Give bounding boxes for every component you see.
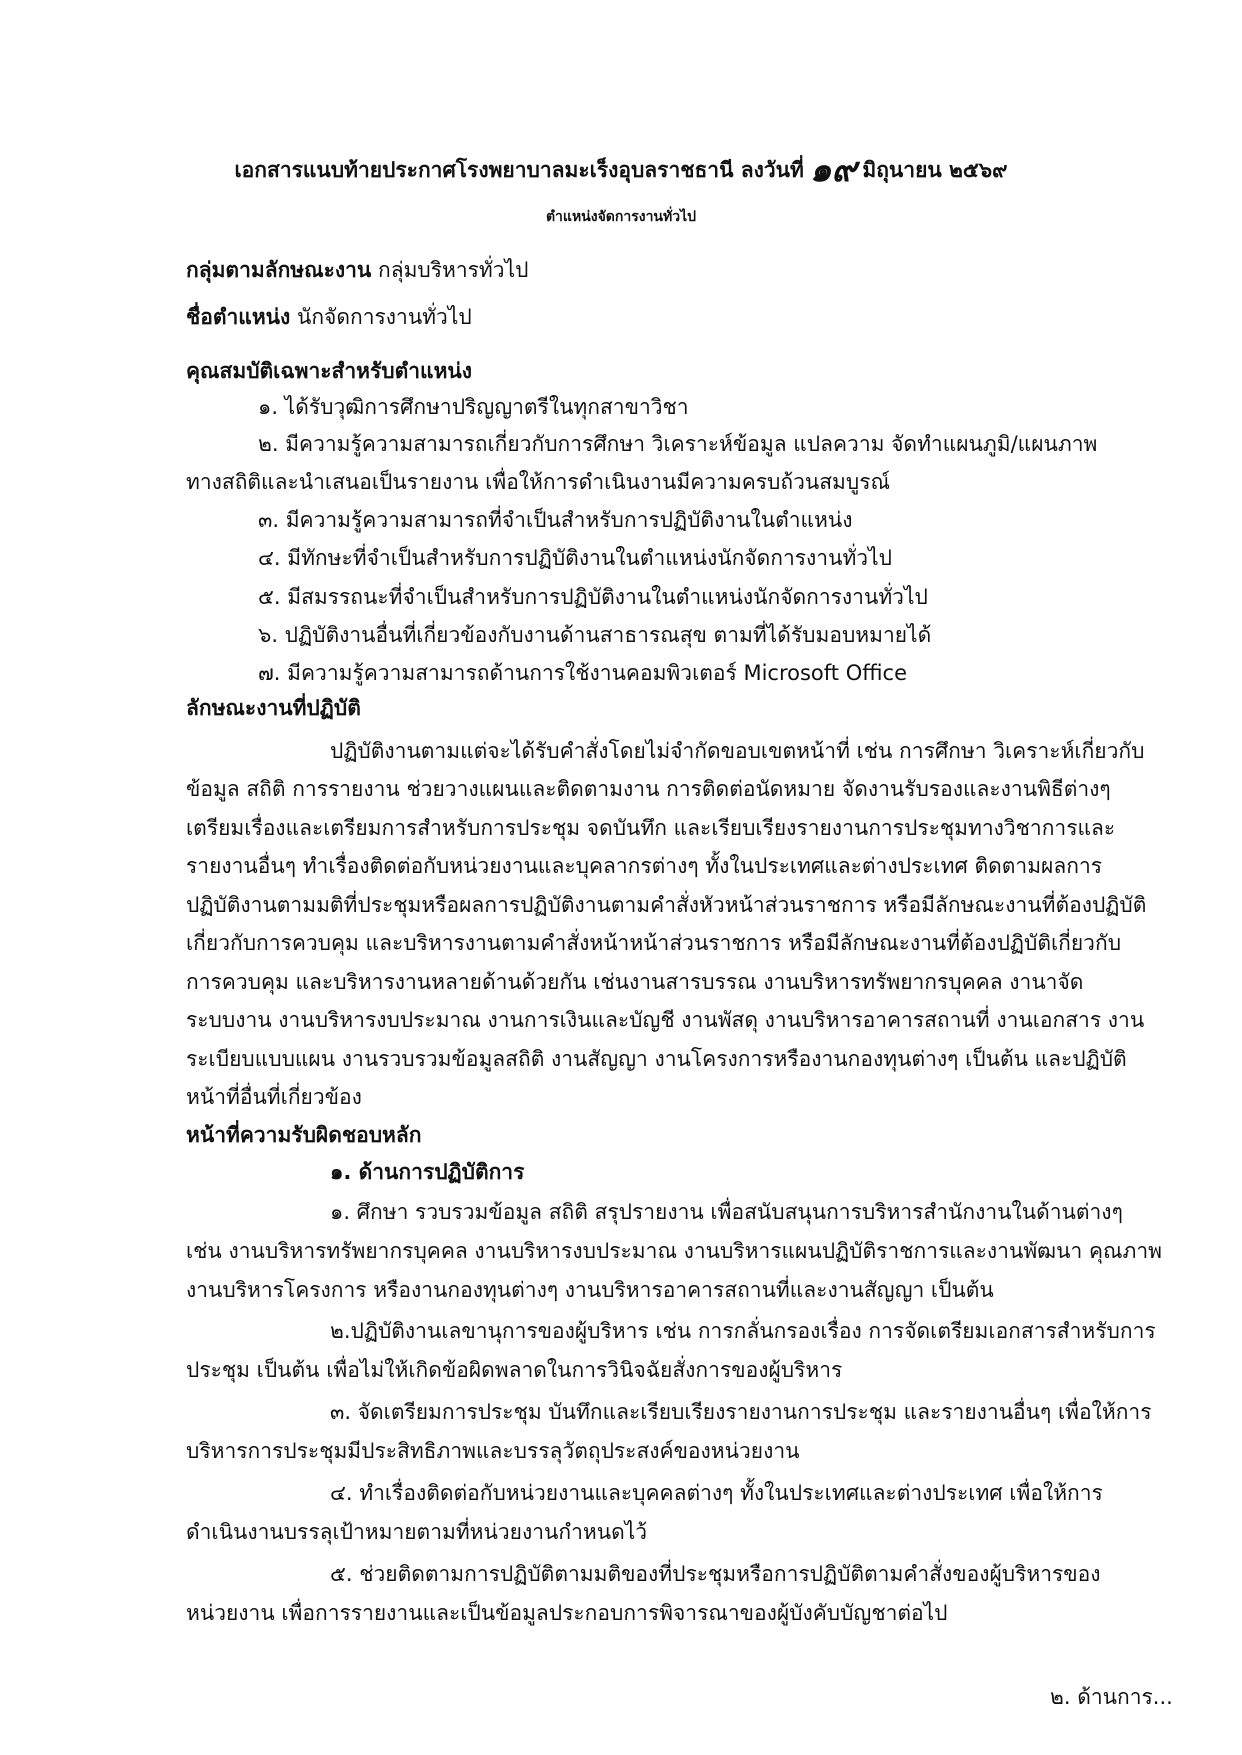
qualifications-heading: คุณสมบัติเฉพาะสำหรับตำแหน่ง: [186, 359, 473, 383]
job-nature-line: หน้าที่อื่นที่เกี่ยวข้อง: [186, 1085, 362, 1109]
duty-item: ๕. ช่วยติดตามการปฏิบัติตามมติของที่ประชุมหรือการปฏิบัติตามคำสั่งของผู้บริหารของ: [330, 1562, 1101, 1586]
group-line: [186, 256, 528, 284]
qualification-item: ๓. มีความรู้ความสามารถที่จำเป็นสำหรับการปฏิบัติงานในตำแหน่ง: [258, 508, 853, 532]
duty-item-continued: เช่น งานบริหารทรัพยากรบุคคล งานบริหารงบประมาณ งานบริหารแผนปฏิบัติราชการและงานพัฒนา คุณภาพ: [186, 1239, 1162, 1263]
continuation-note: ๒. ด้านการ...: [1050, 1685, 1173, 1709]
title-prefix: เอกสารแนบท้ายประกาศโรงพยาบาลมะเร็งอุบลราชธานี ลงวันที่: [234, 158, 804, 182]
job-nature-line: ระเบียบแบบแผน งานรวบรวมข้อมูลสถิติ งานสัญญา งานโครงการหรืองานกองทุนต่างๆ เป็นต้น และปฏิบัติ: [186, 1047, 1127, 1071]
job-nature-line: การควบคุม และบริหารงานหลายด้านด้วยกัน เช่นงานสารบรรณ งานบริหารทรัพยากรบุคคล งานาจัด: [186, 970, 1084, 994]
position-line: [186, 303, 472, 331]
job-nature-line: เกี่ยวกับการควบคุม และบริหารงานตามคำสั่งหน้าหน้าส่วนราชการ หรือมีลักษณะงานที่ต้องปฏิบัติเกี่ยวกับ: [186, 931, 1122, 955]
duty-item-continued: บริหารการประชุมมีประสิทธิภาพและบรรลุวัตถุประสงค์ของหน่วยงาน: [186, 1439, 800, 1463]
position-value: นักจัดการงานทั่วไป: [296, 305, 472, 329]
duty-item: ๔. ทำเรื่องติดต่อกับหน่วยงานและบุคคลต่างๆ ทั้งในประเทศและต่างประเทศ เพื่อให้การ: [330, 1481, 1103, 1505]
job-nature-line: รายงานอื่นๆ ทำเรื่องติดต่อกับหน่วยงานและบุคลากรต่างๆ ทั้งในประเทศและต่างประเทศ ติดตามผลการ: [186, 854, 1103, 878]
duty-item: ๒.ปฏิบัติงานเลขานุการของผู้บริหาร เช่น การกลั่นกรองเรื่อง การจัดเตรียมเอกสารสำหรับการ: [330, 1319, 1156, 1343]
job-nature-line: เตรียมเรื่องและเตรียมการสำหรับการประชุม จดบันทึก และเรียบเรียงรายงานการประชุมทางวิชาการและ: [186, 816, 1116, 840]
job-nature-line: ปฏิบัติงานตามแต่จะได้รับคำสั่งโดยไม่จำกัดขอบเขตหน้าที่ เช่น การศึกษา วิเคราะห์เกี่ยวกับ: [330, 739, 1145, 763]
job-nature-heading: ลักษณะงานที่ปฏิบัติ: [186, 696, 361, 720]
duty-item-continued: ดำเนินงานบรรลุเป้าหมายตามที่หน่วยงานกำหนดไว้: [186, 1520, 648, 1544]
qualification-item: ๕. มีสมรรถนะที่จำเป็นสำหรับการปฏิบัติงานในตำแหน่งนักจัดการงานทั่วไป: [258, 585, 928, 609]
qualification-item: ๒. มีความรู้ความสามารถเกี่ยวกับการศึกษา วิเคราะห์ข้อมูล แปลความ จัดทำแผนภูมิ/แผนภาพ: [258, 432, 1098, 456]
duty-item-continued: ประชุม เป็นต้น เพื่อไม่ให้เกิดข้อผิดพลาดในการวินิจฉัยสั่งการของผู้บริหาร: [186, 1358, 843, 1382]
document-title: [0, 150, 1242, 190]
job-nature-line: ปฏิบัติงานตามมติที่ประชุมหรือผลการปฏิบัติงานตามคำสั่งหัวหน้าส่วนราชการ หรือมีลักษณะงานที่ต้องปฏิบัติ: [186, 893, 1147, 917]
title-suffix: มิถุนายน ๒๕๖๙: [862, 158, 1008, 182]
group-value: กลุ่มบริหารทั่วไป: [377, 258, 529, 282]
duty-item-continued: งานบริหารโครงการ หรืองานกองทุนต่างๆ งานบริหารอาคารสถานที่และงานสัญญา เป็นต้น: [186, 1278, 994, 1302]
duties-heading: หน้าที่ความรับผิดชอบหลัก: [186, 1123, 422, 1147]
position-label: ชื่อตำแหน่ง: [186, 305, 291, 329]
qualification-item: ๗. มีความรู้ความสามารถด้านการใช้งานคอมพิวเตอร์ Microsoft Office: [258, 661, 907, 685]
document-subtitle: ตำแหน่งจัดการงานทั่วไป: [545, 209, 697, 225]
job-nature-line: ข้อมูล สถิติ การรายงาน ช่วยวางแผนและติดตามงาน การติดต่อนัดหมาย จัดงานรับรองและงานพิธีต่างๆ: [186, 777, 1111, 801]
duties-section1-heading: ๑. ด้านการปฏิบัติการ: [330, 1160, 525, 1184]
qualification-item: ๔. มีทักษะที่จำเป็นสำหรับการปฏิบัติงานในตำแหน่งนักจัดการงานทั่วไป: [258, 546, 892, 570]
handwritten-day: ๑๙: [809, 150, 857, 190]
group-label: กลุ่มตามลักษณะงาน: [186, 258, 372, 282]
qualification-item-continued: ทางสถิติและนำเสนอเป็นรายงาน เพื่อให้การดำเนินงานมีความครบถ้วนสมบูรณ์: [186, 470, 890, 494]
duty-item: ๓. จัดเตรียมการประชุม บันทึกและเรียบเรียงรายงานการประชุม และรายงานอื่นๆ เพื่อให้การ: [330, 1400, 1152, 1424]
job-nature-line: ระบบงาน งานบริหารงบประมาณ งานการเงินและบัญชี งานพัสดุ งานบริหารอาคารสถานที่ งานเอกสาร งาน: [186, 1008, 1145, 1032]
qualification-item: ๑. ได้รับวุฒิการศึกษาปริญญาตรีในทุกสาขาวิชา: [258, 395, 689, 419]
qualification-item: ๖. ปฏิบัติงานอื่นที่เกี่ยวข้องกับงานด้านสาธารณสุข ตามที่ได้รับมอบหมายได้: [258, 623, 932, 647]
duty-item: ๑. ศึกษา รวบรวมข้อมูล สถิติ สรุปรายงาน เพื่อสนับสนุนการบริหารสำนักงานในด้านต่างๆ: [330, 1200, 1123, 1224]
duty-item-continued: หน่วยงาน เพื่อการรายงานและเป็นข้อมูลประกอบการพิจารณาของผู้บังคับบัญชาต่อไป: [186, 1601, 948, 1625]
